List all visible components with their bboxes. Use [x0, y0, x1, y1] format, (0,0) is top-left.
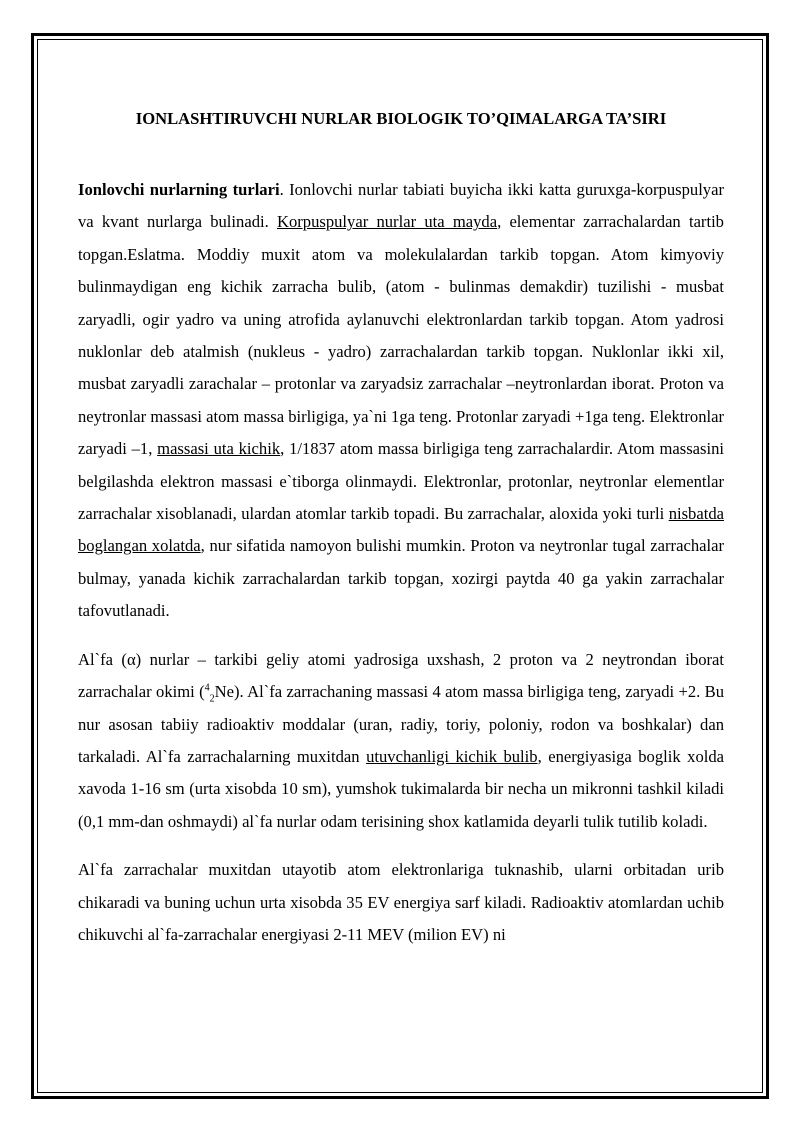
document-title: IONLASHTIRUVCHI NURLAR BIOLOGIK TO’QIMALARGA TA’SIRI: [135, 109, 667, 128]
paragraph-text: , energiyasiga boglik xolda xavoda 1-16 sm (urta xisobda 10 sm), yumshok tukimalarda bir necha un mikronni tashkil kiladi (0,1 mm-dan oshmaydi) al`fa nurlar odam terisining shox katlamida deyarli tulik tutilib koladi.: [78, 746, 725, 831]
underlined-phrase: Korpuspulyar nurlar uta mayda: [276, 212, 498, 232]
mass-number-superscript: 4: [204, 682, 210, 694]
atomic-number-subscript: 2: [209, 693, 215, 705]
paragraph-text: Al`fa zarrachalar muxitdan utayotib atom elektronlariga tuknashib, ularni orbitadan urib chikaradi va buning uchun urta xisobda 35 EV energiya sarf kiladi. Radioaktiv atomlardan uchib chikuvchi al`fa-zarrachalar energiyasi 2-11 MEV (milion EV) ni: [78, 860, 724, 944]
paragraph-text: , nur sifatida namoyon bulishi mumkin. Proton va neytronlar tugal zarrachalar bulmay, yanada kichik zarrachalardan tarkib topgan, xozirgi paytda 40 ga yakin zarrachalar tafovutlanadi.: [78, 536, 724, 621]
paragraph-alpha-rays: [78, 644, 724, 838]
paragraph-text: Ne). Al`fa zarrachaning massasi 4 atom massa birligiga teng, zaryadi +2. Bu nur asosan tabiiy radioaktiv moddalar (uran, radiy, toriy, poloniy, rodon va boshkalar) dan tarkaladi. Al`fa zarrachalarning muxitdan: [78, 682, 724, 766]
paragraph-ionizing-radiation-types: [78, 174, 724, 628]
paragraph-text: Al`fa (α) nurlar – tarkibi geliy atomi yadrosiga uxshash, 2 proton va 2 neytrondan iborat zarrachalar okimi (: [78, 649, 724, 702]
paragraph-text: , elementar zarrachalardan tartib topgan.Eslatma. Moddiy muxit atom va molekulalardan tarkib topgan. Atom kimyoviy bulinmaydigan eng kichik zarracha bulib, (atom - bulinmas demakdir) tuzilishi - musbat zaryadli, ogir yadro va uning atrofida aylanuvchi elektronlardan tarkib topgan. Atom yadrosi nuklonlar deb atalmish (nukleus - yadro) zarrachalardan tarkib topgan. Nuklonlar ikki xil, musbat zaryadli zarachalar – protonlar va zaryadsiz zarrachalar –neytronlardan iborat. Proton va neytronlar massasi atom massa birligiga, ya`ni 1ga teng. Protonlar zaryadi +1ga teng. Elektronlar zaryadi –1,: [78, 212, 724, 459]
paragraph-alpha-particles-energy: [78, 854, 724, 951]
underlined-phrase: utuvchanligi kichik bulib: [366, 746, 538, 766]
underlined-phrase: massasi uta kichik: [157, 439, 281, 459]
underlined-phrase: nisbatda boglangan xolatda: [78, 504, 724, 556]
paragraph-text: . Ionlovchi nurlar tabiati buyicha ikki katta guruxga-korpuspulyar va kvant nurlarga bulinadi.: [78, 180, 724, 232]
paragraph-text: , 1/1837 atom massa birligiga teng zarrachalardir. Atom massasini belgilashda elektron massasi e`tiborga olinmaydi. Elektronlar, protonlar, neytronlar elementlar zarrachalar xisoblanadi, ulardan atomlar tarkib topadi. Bu zarrachalar, aloxida yoki turli: [78, 439, 724, 524]
paragraph-heading: Ionlovchi nurlarning turlari: [78, 180, 280, 199]
document-body: [78, 108, 724, 967]
